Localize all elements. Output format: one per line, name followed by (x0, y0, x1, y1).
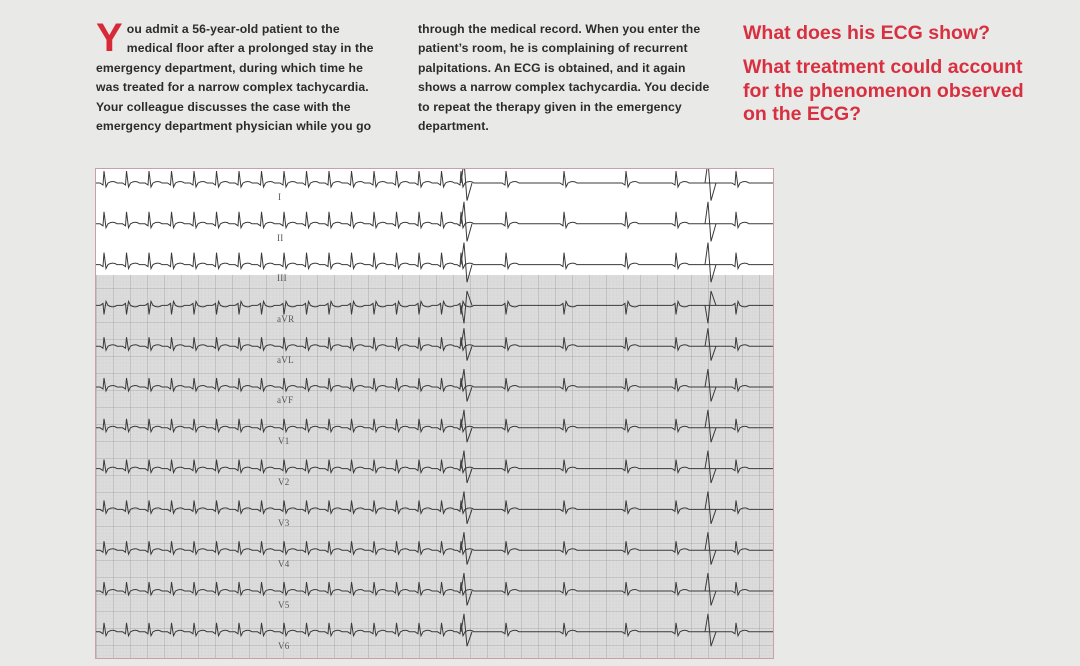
lead-label-V4: V4 (278, 559, 290, 569)
lead-label-V5: V5 (278, 600, 290, 610)
lead-label-V6: V6 (278, 641, 290, 651)
drop-cap: Y (96, 16, 123, 60)
lead-label-II: II (277, 233, 284, 243)
lead-label-aVL: aVL (277, 355, 294, 365)
lead-label-aVR: aVR (277, 314, 295, 324)
lead-label-V1: V1 (278, 436, 290, 446)
article-column-1 (96, 16, 388, 136)
question-treatment: What treatment could account for the phenomenon observed on the ECG? (743, 56, 1024, 125)
article-text-part-2: through the medical record. When you enter the patient’s room, he is complaining of recurrent palpitations. An ECG is obtained, and it again shows a narrow complex tachycardia. You decide to repeat the therapy given in the emergency department. (418, 22, 710, 134)
question-ecg-findings: What does his ECG show? (743, 22, 991, 44)
lead-label-III: III (277, 273, 287, 283)
article-column-2 (418, 20, 714, 136)
article-text-part-1: ou admit a 56-year-old patient to the medical floor after a prolonged stay in the emergency department, during which time he was treated for a narrow complex tachycardia. Your colleague discusses the case with the emergency department physician while you go (96, 22, 374, 134)
lead-label-aVF: aVF (277, 395, 294, 405)
lead-label-V2: V2 (278, 477, 290, 487)
lead-label-V3: V3 (278, 518, 290, 528)
ecg-tracing (96, 169, 773, 658)
lead-label-I: I (278, 192, 282, 202)
ecg-figure (96, 169, 773, 658)
